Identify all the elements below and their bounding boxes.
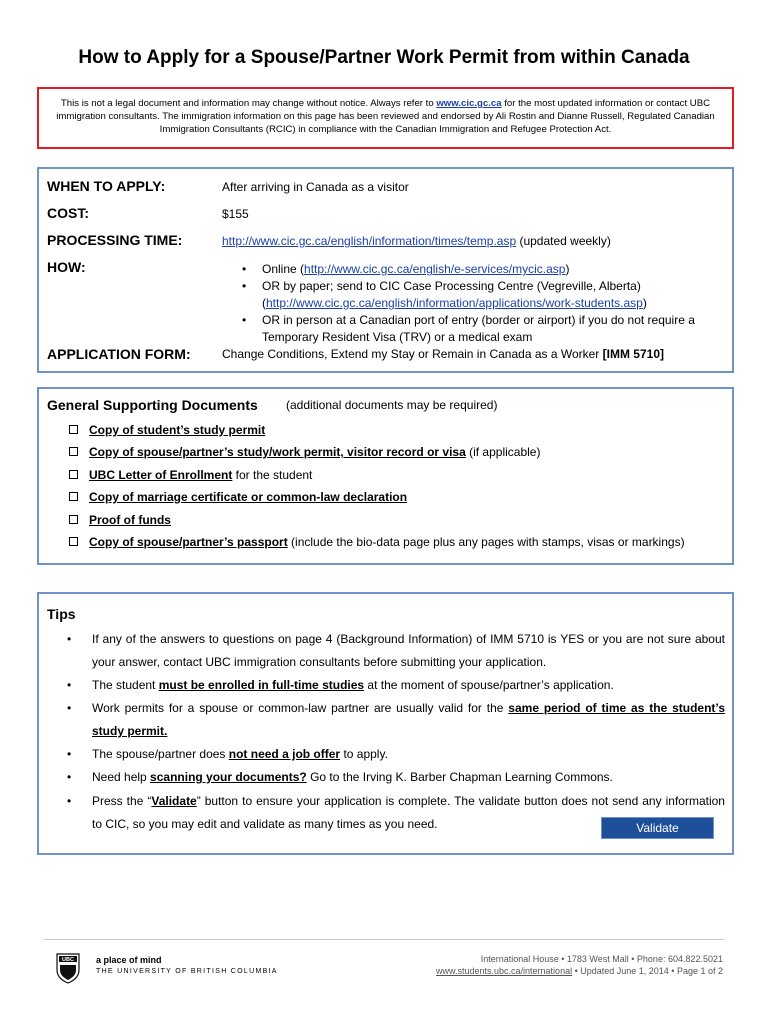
checklist-item[interactable] (69, 423, 265, 437)
tip-text: The student must be enrolled in full-time studies at the moment of spouse/partner’s application. (92, 678, 614, 692)
how-person-item: • OR in person at a Canadian port of entry (border or airport) if you do not require a Temporary Resident Visa (TRV) or a medical exam (238, 312, 728, 346)
how-online-text: Online ( (262, 262, 305, 276)
form-code: [IMM 5710] (602, 347, 664, 361)
checkbox[interactable] (69, 537, 78, 546)
tip-item (67, 766, 725, 789)
ubc-crest-icon (56, 953, 80, 984)
form-name: Change Conditions, Extend my Stay or Remain in Canada as a Worker (222, 347, 603, 361)
application-info-box (37, 167, 734, 373)
how-list (238, 261, 728, 346)
processing-times-link[interactable]: http://www.cic.gc.ca/english/information/times/temp.asp (222, 234, 517, 248)
footer-meta (436, 966, 723, 976)
footer-address: International House • 1783 West Mall • Phone: 604.822.5021 (480, 954, 723, 964)
form-label: APPLICATION FORM: (47, 346, 191, 362)
checkbox[interactable] (69, 492, 78, 501)
checklist-item-title: UBC Letter of Enrollment (89, 468, 233, 482)
page-title: How to Apply for a Spouse/Partner Work Permit from within Canada (78, 47, 690, 68)
disclaimer-text-pre: This is not a legal document and information may change without notice. Always refer to (60, 98, 437, 109)
checkbox[interactable] (69, 470, 78, 479)
bullet-icon: • (67, 770, 72, 784)
processing-note: (updated weekly) (516, 234, 611, 248)
checklist-item[interactable] (69, 468, 312, 482)
checklist-item-title: Copy of spouse/partner’s passport (89, 535, 288, 549)
footer-updated: • Updated June 1, 2014 • Page 1 of 2 (572, 966, 723, 976)
tip-item (67, 628, 725, 674)
checklist-item-note: for the student (232, 468, 313, 482)
tip-text: Work permits for a spouse or common-law partner are usually valid for the same period of time as the student’s study permit. (92, 701, 725, 738)
when-label: WHEN TO APPLY: (47, 178, 166, 194)
supporting-documents-box (37, 387, 734, 565)
tip-text: Press the “Validate” button to ensure your application is complete. The validate button does not send any information to CIC, so you may edit and validate as many times as you need. (92, 794, 725, 831)
tip-item (67, 674, 725, 697)
bullet-icon: • (67, 632, 72, 646)
tip-item (67, 697, 725, 743)
checklist-item[interactable] (69, 513, 171, 527)
bullet-icon: • (67, 794, 72, 808)
when-value: After arriving in Canada as a visitor (222, 180, 409, 194)
processing-value (222, 233, 722, 250)
tip-text: If any of the answers to questions on page 4 (Background Information) of IMM 5710 is YES or you are not sure about your answer, contact UBC immigration consultants before submitting your application. (92, 632, 725, 669)
processing-label: PROCESSING TIME: (47, 232, 183, 248)
checkbox[interactable] (69, 447, 78, 456)
disclaimer-box (37, 87, 734, 149)
checklist-item-title: Proof of funds (89, 513, 171, 527)
brand-university: THE UNIVERSITY OF BRITISH COLUMBIA (96, 968, 278, 975)
work-students-link[interactable]: http://www.cic.gc.ca/english/information/applications/work-students.asp (266, 296, 643, 310)
bullet-icon: • (67, 701, 72, 715)
how-label: HOW: (47, 259, 86, 275)
checklist-item[interactable] (69, 445, 540, 459)
footer-divider (44, 939, 724, 940)
checklist-item-note: (include the bio-data page plus any pages with stamps, visas or markings) (287, 535, 685, 549)
bullet-icon: • (67, 678, 72, 692)
how-online-close: ) (565, 262, 570, 276)
validate-button[interactable]: Validate (601, 817, 714, 839)
how-paper-item (238, 278, 728, 312)
students-website-link[interactable]: www.students.ubc.ca/international (436, 966, 573, 976)
checklist-item-title: Copy of marriage certificate or common-law declaration (89, 490, 408, 504)
checklist-item[interactable] (69, 535, 685, 549)
cost-label: COST: (47, 205, 89, 221)
checklist-item-title: Copy of student’s study permit (89, 423, 266, 437)
checkbox[interactable] (69, 515, 78, 524)
tip-text: The spouse/partner does not need a job offer to apply. (92, 747, 388, 761)
tip-item (67, 743, 725, 766)
supporting-heading: General Supporting Documents (47, 397, 258, 413)
mycic-link[interactable]: http://www.cic.gc.ca/english/e-services/mycic.asp (304, 262, 566, 276)
form-value (222, 346, 732, 363)
checklist-item-note: (if applicable) (465, 445, 541, 459)
supporting-note: (additional documents may be required) (286, 398, 498, 412)
checklist-item-title: Copy of spouse/partner’s study/work permit, visitor record or visa (89, 445, 466, 459)
tip-text: Need help scanning your documents? Go to the Irving K. Barber Chapman Learning Commons. (92, 770, 613, 784)
checklist-item[interactable] (69, 490, 407, 504)
how-paper-close: ) (642, 296, 647, 310)
tips-heading: Tips (47, 606, 76, 622)
checkbox[interactable] (69, 425, 78, 434)
how-online-item (238, 261, 728, 278)
cost-value: $155 (222, 207, 249, 221)
tips-box (37, 592, 734, 855)
brand-tagline: a place of mind (96, 955, 162, 965)
bullet-icon: • (67, 747, 72, 761)
cic-link[interactable]: www.cic.gc.ca (436, 98, 502, 109)
disclaimer-text-post: for the most updated information or contact UBC immigration consultants. The immigration information on this page has been reviewed and endorsed by Ali Rostin and Dianne Russell, Regulated Canadian Immigration Consultants (RCIC) in compliance with the Canadian Immigration and Refugee Protection Act. (56, 98, 715, 136)
svg-text:UBC: UBC (62, 957, 74, 964)
how-paper-text: OR by paper; send to CIC Case Processing Centre (Vegreville, Alberta) ( (262, 279, 641, 310)
